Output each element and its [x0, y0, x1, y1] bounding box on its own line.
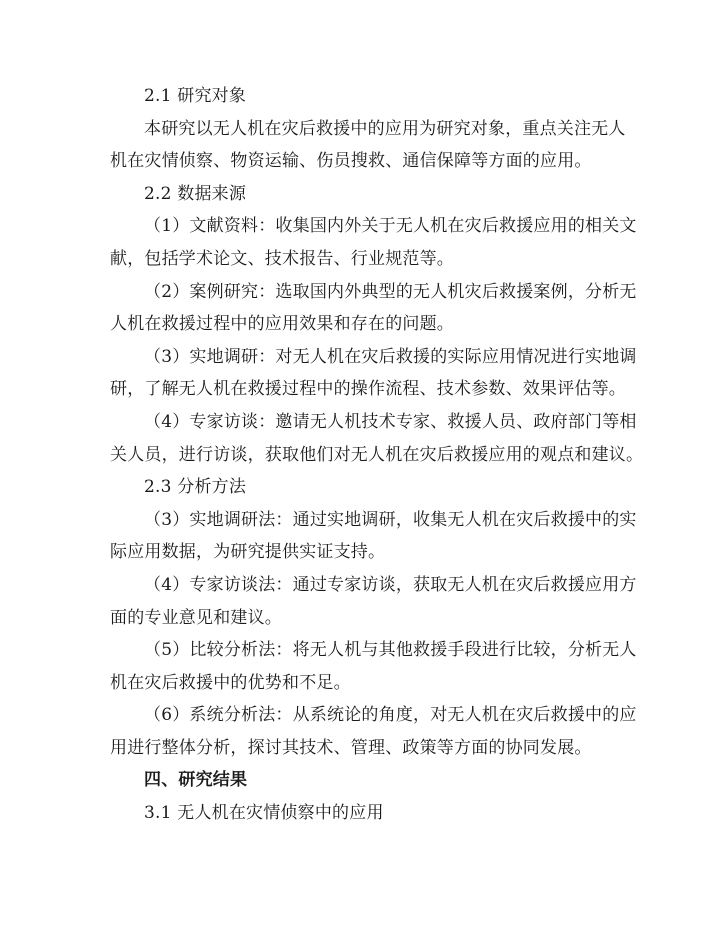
section-heading-2-3: 2.3 分析方法: [144, 477, 247, 498]
section-heading-2-1: 2.1 研究对象: [144, 86, 247, 106]
list-item-line: 面的专业意见和建议。: [110, 607, 282, 628]
chapter-heading-results: 四、研究结果: [144, 770, 248, 791]
list-item-line: 际应用数据，为研究提供实证支持。: [110, 542, 386, 563]
list-item-line: 人机在救援过程中的应用效果和存在的问题。: [110, 314, 454, 335]
list-item-line: 用进行整体分析，探讨其技术、管理、政策等方面的协同发展。: [110, 737, 592, 758]
paragraph-line: 机在灾情侦察、物资运输、伤员搜救、通信保障等方面的应用。: [110, 151, 592, 172]
list-item-line: （4）专家访谈：邀请无人机技术专家、救援人员、政府部门等相: [144, 411, 637, 432]
list-item-line: （4）专家访谈法：通过专家访谈，获取无人机在灾后救援应用方: [144, 574, 637, 595]
list-item-line: 献，包括学术论文、技术报告、行业规范等。: [110, 248, 454, 269]
list-item-line: （6）系统分析法：从系统论的角度，对无人机在灾后救援中的应: [144, 705, 637, 726]
list-item-line: （3）实地调研法：通过实地调研，收集无人机在灾后救援中的实: [144, 509, 637, 530]
list-item-line: 关人员，进行访谈，获取他们对无人机在灾后救援应用的观点和建议。: [110, 444, 644, 465]
paragraph-line: 本研究以无人机在灾后救援中的应用为研究对象，重点关注无人: [144, 118, 626, 139]
document-body: [110, 80, 644, 830]
list-item-line: （2）案例研究：选取国内外典型的无人机灾后救援案例，分析无: [144, 281, 637, 302]
list-item-line: （5）比较分析法：将无人机与其他救援手段进行比较，分析无人: [144, 640, 637, 661]
section-heading-2-2: 2.2 数据来源: [144, 183, 247, 204]
list-item-line: （3）实地调研：对无人机在灾后救援的实际应用情况进行实地调: [144, 346, 637, 367]
list-item-line: 研，了解无人机在救援过程中的操作流程、技术参数、效果评估等。: [110, 379, 626, 400]
section-heading-3-1: 3.1 无人机在灾情侦察中的应用: [144, 803, 384, 824]
list-item-line: （1）文献资料：收集国内外关于无人机在灾后救援应用的相关文: [144, 216, 637, 237]
list-item-line: 机在灾后救援中的优势和不足。: [110, 672, 351, 693]
